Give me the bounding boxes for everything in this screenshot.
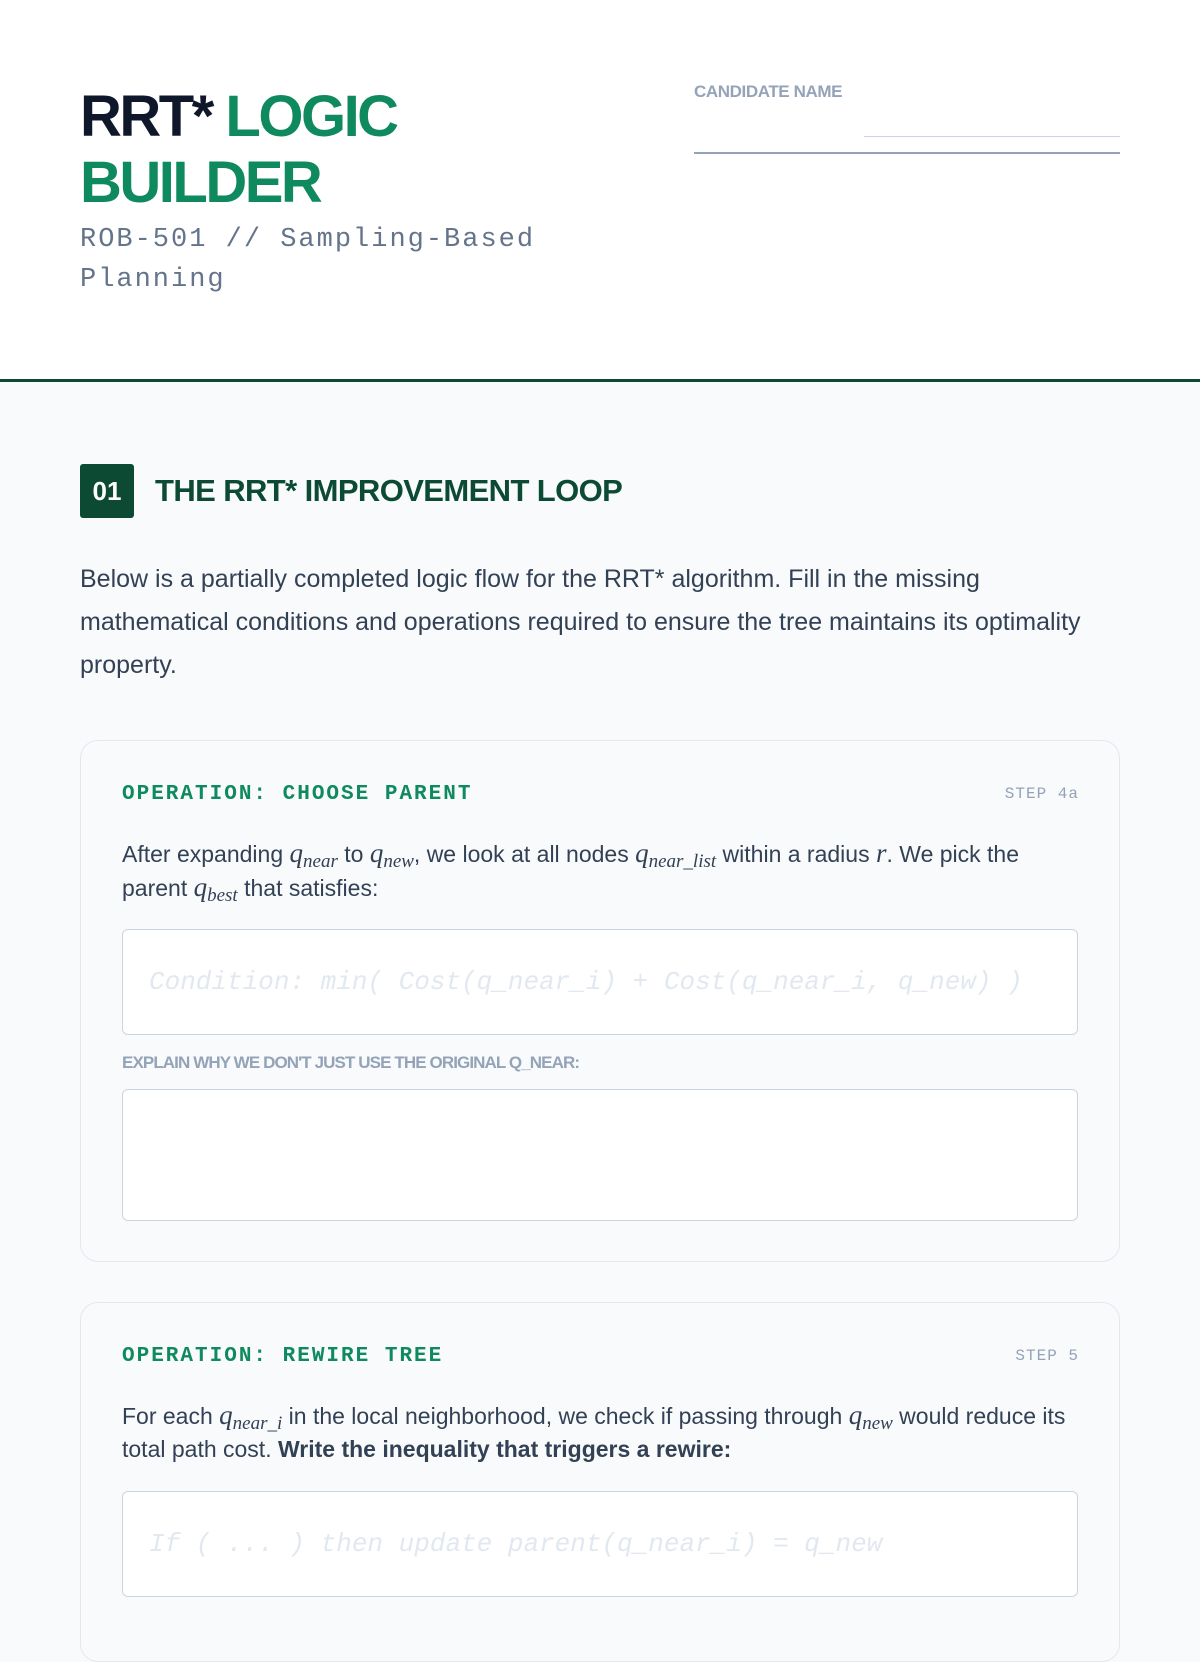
- math-var-q-new: $q_{new}$: [848, 1400, 893, 1434]
- rewire-tree-title: OPERATION: REWIRE TREE: [122, 1345, 444, 1368]
- math-var-q-near-i: $q_{near\_i}$: [219, 1400, 283, 1434]
- page-title: [80, 84, 520, 216]
- rewire-instruction: Write the inequality that triggers a rewire:: [277, 1436, 732, 1462]
- rewire-tree-card: [80, 1302, 1120, 1662]
- title-part-accent: LOGIC BUILDER: [80, 84, 397, 215]
- math-var-q-new: $q_{new}$: [369, 838, 414, 872]
- choose-parent-title: OPERATION: CHOOSE PARENT: [122, 783, 473, 806]
- rewire-tree-description: For each $q_{near\_i}$ in the local neighborhood, we check if passing through $q_{new}$ would reduce its total path cost. Write the inequality that triggers a rewire:: [122, 1400, 1066, 1462]
- section-title: THE RRT* IMPROVEMENT LOOP: [155, 473, 623, 508]
- choose-parent-condition-input[interactable]: [122, 929, 1078, 1035]
- explain-label: EXPLAIN WHY WE DON'T JUST USE THE ORIGINAL Q_NEAR:: [122, 1053, 580, 1072]
- course-subtitle: ROB-501 // Sampling-Based Planning: [80, 225, 536, 295]
- title-part-dark: RRT*: [80, 84, 212, 149]
- candidate-name-field-group: [694, 80, 1120, 154]
- candidate-name-input[interactable]: [864, 98, 1120, 137]
- page-header: [0, 0, 1200, 382]
- math-var-q-near-list: $q_{near\_list}$: [635, 838, 717, 872]
- rewire-tree-step: STEP 5: [1015, 1347, 1079, 1365]
- choose-parent-card: [80, 740, 1120, 1262]
- choose-parent-description: After expanding $q_{near}$ to $q_{new}$, we look at all nodes $q_{near\_list}$ within a radius r. We pick the parent $q_{best}$ that satisfies:: [122, 838, 1020, 906]
- choose-parent-step: STEP 4a: [1004, 785, 1079, 803]
- math-var-q-best: $q_{best}$: [193, 872, 238, 906]
- section-intro: Below is a partially completed logic flow for the RRT* algorithm. Fill in the missing mathematical conditions and operations required to ensure the tree maintains its optimality property.: [80, 565, 1081, 679]
- candidate-name-label: CANDIDATE NAME: [694, 82, 843, 101]
- math-var-r: r: [875, 838, 887, 868]
- explain-textarea[interactable]: [122, 1089, 1078, 1221]
- rewire-inequality-input[interactable]: [122, 1491, 1078, 1597]
- section-number-badge: 01: [80, 464, 134, 518]
- math-var-q-near: $q_{near}$: [289, 838, 338, 872]
